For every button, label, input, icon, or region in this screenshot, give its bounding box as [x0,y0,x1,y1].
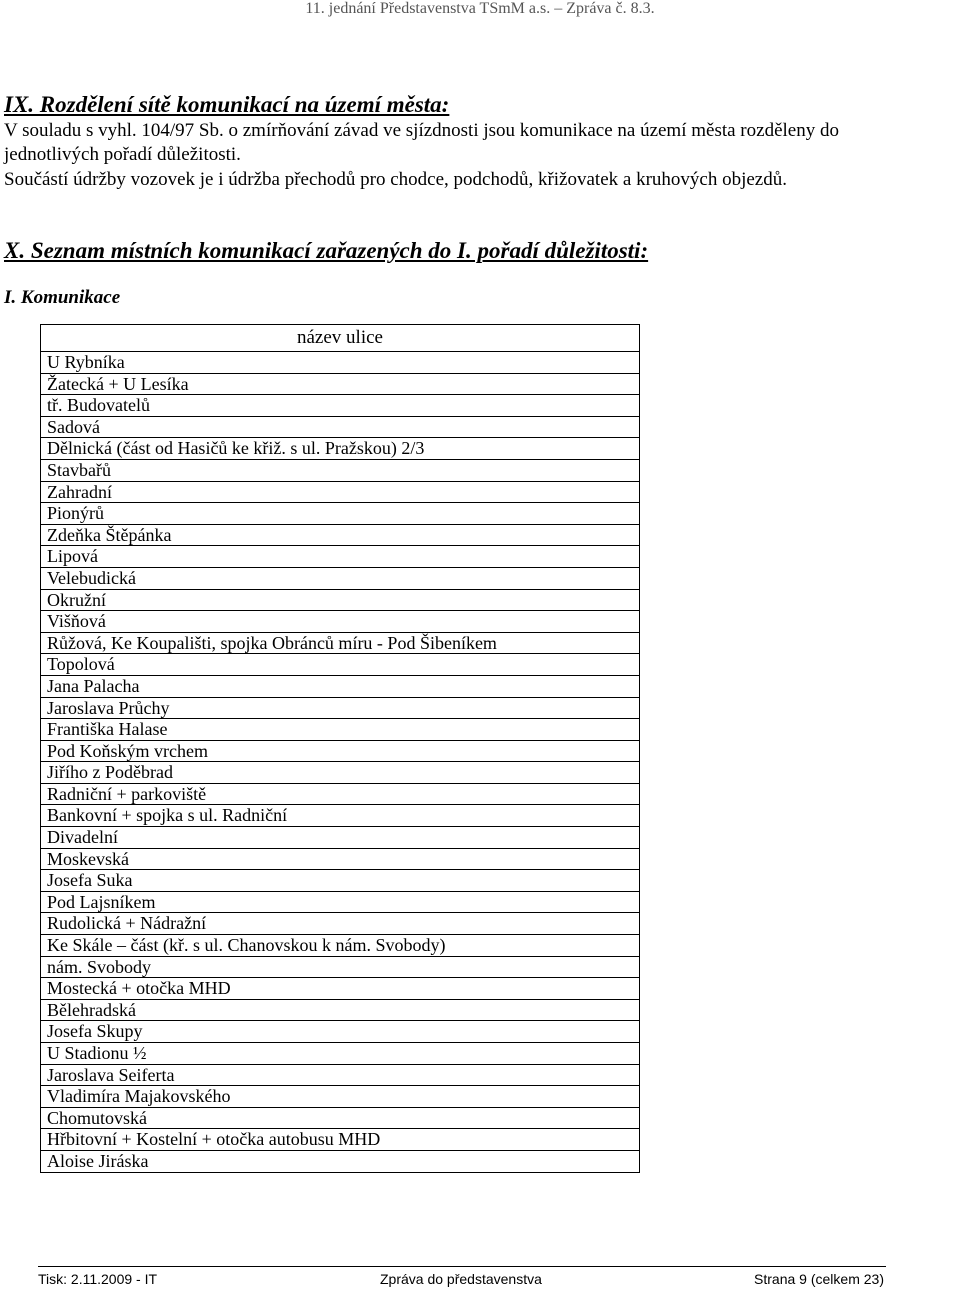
table-row [41,438,640,460]
table-row [41,1129,640,1151]
table-row [41,1043,640,1065]
street-name-cell: U Stadionu ½ [41,1043,640,1065]
table-row [41,632,640,654]
table-row [41,805,640,827]
street-name-cell: Jaroslava Průchy [41,697,640,719]
street-name-cell: Višňová [41,611,640,633]
footer-divider [38,1266,886,1267]
table-row [41,827,640,849]
street-name-cell: Jiřího z Poděbrad [41,762,640,784]
street-name-cell: Velebudická [41,567,640,589]
street-table [40,324,640,1173]
table-row [41,524,640,546]
table-row [41,1150,640,1172]
section-x-heading: X. Seznam místních komunikací zařazených do I. pořadí důležitosti: [4,238,649,263]
section-x-subheading: I. Komunikace [4,287,121,308]
table-row [41,913,640,935]
table-row [41,611,640,633]
street-name-cell: Zdeňka Štěpánka [41,524,640,546]
table-row [41,848,640,870]
table-row [41,373,640,395]
street-name-cell: Josefa Skupy [41,1021,640,1043]
street-table-body [41,352,640,1173]
street-name-cell: Žatecká + U Lesíka [41,373,640,395]
street-name-cell: Růžová, Ke Koupališti, spojka Obránců míru - Pod Šibeníkem [41,632,640,654]
table-row [41,1021,640,1043]
running-header: 11. jednání Představenstva TSmM a.s. – Zpráva č. 8.3. [305,0,655,17]
table-row [41,352,640,374]
street-name-cell: Bankovní + spojka s ul. Radniční [41,805,640,827]
table-row [41,891,640,913]
street-name-cell: Vladimíra Majakovského [41,1086,640,1108]
table-row [41,719,640,741]
table-row [41,870,640,892]
table-row [41,956,640,978]
street-name-cell: Rudolická + Nádražní [41,913,640,935]
street-name-cell: Zahradní [41,481,640,503]
street-name-cell: U Rybníka [41,352,640,374]
street-name-cell: Moskevská [41,848,640,870]
column-header-street-name: název ulice [41,325,640,352]
street-name-cell: Ke Skále – část (kř. s ul. Chanovskou k nám. Svobody) [41,935,640,957]
section-ix-paragraph-line-2: jednotlivých pořadí důležitosti. [4,144,241,165]
street-name-cell: Hřbitovní + Kostelní + otočka autobusu MHD [41,1129,640,1151]
street-name-cell: Pionýrů [41,503,640,525]
footer-page-number: Strana 9 (celkem 23) [754,1271,884,1287]
street-name-cell: Lipová [41,546,640,568]
table-row [41,1064,640,1086]
table-row [41,481,640,503]
street-table-header-row [41,325,640,352]
street-name-cell: Jaroslava Seiferta [41,1064,640,1086]
table-row [41,503,640,525]
street-name-cell: Mostecká + otočka MHD [41,978,640,1000]
table-row [41,1107,640,1129]
street-name-cell: Bělehradská [41,999,640,1021]
street-name-cell: Stavbařů [41,459,640,481]
table-row [41,1086,640,1108]
table-row [41,654,640,676]
table-row [41,697,640,719]
section-ix-paragraph-line-1: V souladu s vyhl. 104/97 Sb. o zmírňování závad ve sjízdnosti jsou komunikace na území města rozděleny do [4,120,839,141]
table-row [41,416,640,438]
street-name-cell: Okružní [41,589,640,611]
street-name-cell: Jana Palacha [41,675,640,697]
section-ix-paragraph-line-3: Součástí údržby vozovek je i údržba přechodů pro chodce, podchodů, křižovatek a kruhových objezdů. [4,169,787,190]
table-row [41,675,640,697]
table-row [41,546,640,568]
street-name-cell: Sadová [41,416,640,438]
table-row [41,783,640,805]
footer-print-date: Tisk: 2.11.2009 - IT [38,1271,158,1287]
footer-report-title: Zpráva do představenstva [380,1271,542,1287]
street-name-cell: Divadelní [41,827,640,849]
street-name-cell: Chomutovská [41,1107,640,1129]
table-row [41,740,640,762]
table-row [41,395,640,417]
table-row [41,978,640,1000]
street-name-cell: Dělnická (část od Hasičů ke křiž. s ul. Pražskou) 2/3 [41,438,640,460]
street-name-cell: Pod Koňským vrchem [41,740,640,762]
section-ix-heading: IX. Rozdělení sítě komunikací na území města: [4,92,450,117]
table-row [41,459,640,481]
street-name-cell: Pod Lajsníkem [41,891,640,913]
street-name-cell: Radniční + parkoviště [41,783,640,805]
table-row [41,999,640,1021]
street-name-cell: Josefa Suka [41,870,640,892]
table-row [41,762,640,784]
street-name-cell: Topolová [41,654,640,676]
street-name-cell: tř. Budovatelů [41,395,640,417]
street-name-cell: nám. Svobody [41,956,640,978]
street-name-cell: Františka Halase [41,719,640,741]
street-name-cell: Aloise Jiráska [41,1150,640,1172]
table-row [41,935,640,957]
table-row [41,589,640,611]
table-row [41,567,640,589]
